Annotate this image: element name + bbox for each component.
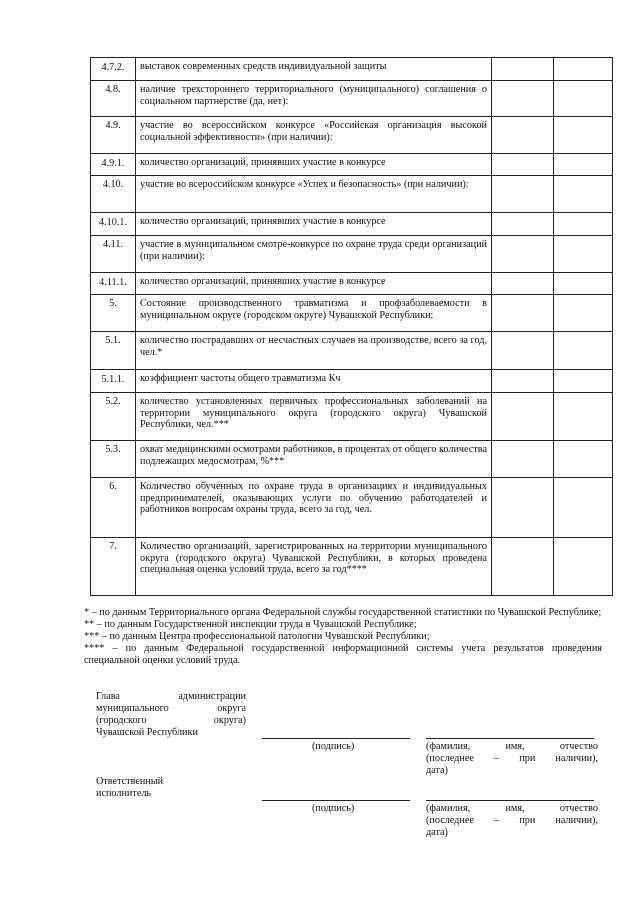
head-title-line: Чувашской Республики [96, 727, 198, 738]
row-text: участие в муниципальном смотре-конкурсе по охране труда среди организаций (при наличии): [136, 236, 492, 273]
row-number: 5.1. [91, 332, 136, 370]
head-fio-caption [426, 741, 598, 777]
footnotes [84, 607, 602, 667]
row-number: 5.2. [91, 393, 136, 441]
row-text: количество организаций, принявших участие в конкурсе [136, 273, 492, 295]
table-row [91, 478, 613, 538]
row-number: 4.9.1. [91, 154, 136, 176]
value-cell [554, 58, 613, 81]
executor-signature-line [262, 800, 410, 801]
value-cell [492, 332, 554, 370]
value-cell [554, 273, 613, 295]
table-row [91, 236, 613, 273]
row-text: количество организаций, принявших участие в конкурсе [136, 154, 492, 176]
fio-line: (фамилия, имя, отчество [426, 741, 598, 752]
table-row [91, 117, 613, 154]
indicators-table [90, 57, 613, 596]
row-text: участие во всероссийском конкурсе «Успех и безопасность» (при наличии): [136, 176, 492, 213]
fio-line: (последнее – при наличии), [426, 815, 598, 826]
row-number: 6. [91, 478, 136, 538]
value-cell [554, 441, 613, 478]
head-signature-line [262, 738, 410, 739]
value-cell [492, 441, 554, 478]
value-cell [492, 236, 554, 273]
row-number: 4.9. [91, 117, 136, 154]
value-cell [554, 478, 613, 538]
value-cell [554, 154, 613, 176]
row-text: количество установленных первичных профессиональных заболеваний на территории муниципального округа (городского округа) Чувашской Республики, чел.*** [136, 393, 492, 441]
row-number: 4.11. [91, 236, 136, 273]
table-row [91, 295, 613, 332]
head-signature-caption: (подпись) [312, 741, 355, 752]
table-row [91, 538, 613, 596]
row-number: 5.1.1. [91, 370, 136, 393]
footnote: **** – по данным Федеральной государственной информационной системы учета результатов проведения специальной оценки условий труда. [84, 643, 602, 666]
value-cell [492, 370, 554, 393]
value-cell [554, 332, 613, 370]
value-cell [492, 273, 554, 295]
row-text: выставок современных средств индивидуальной защиты [136, 58, 492, 81]
fio-line: дата) [426, 827, 448, 838]
executor-title [96, 776, 163, 800]
table-row [91, 441, 613, 478]
executor-fio-caption [426, 803, 598, 839]
value-cell [492, 154, 554, 176]
row-number: 5.3. [91, 441, 136, 478]
row-text: коэффициент частоты общего травматизма Кч [136, 370, 492, 393]
value-cell [492, 176, 554, 213]
table-row [91, 332, 613, 370]
table-row [91, 81, 613, 117]
row-text: Состояние производственного травматизма и профзаболеваемости в муниципальном округе (городском округе) Чувашской Республики: [136, 295, 492, 332]
row-number: 7. [91, 538, 136, 596]
head-title-line: (городского округа) [96, 715, 246, 726]
executor-fio-line [426, 800, 594, 801]
value-cell [492, 117, 554, 154]
value-cell [554, 538, 613, 596]
row-text: Количество организаций, зарегистрированных на территории муниципального округа (городского округа) Чувашской Республики, в которых проведена специальная оценка условий труда, всего за год**** [136, 538, 492, 596]
value-cell [554, 213, 613, 236]
executor-signature-caption: (подпись) [312, 803, 355, 814]
value-cell [492, 81, 554, 117]
row-text: охват медицинскими осмотрами работников, в процентах от общего количества подлежащих медосмотрам, %*** [136, 441, 492, 478]
row-text: участие во всероссийском конкурсе «Российская организация высокой социальной эффективности» (при наличии): [136, 117, 492, 154]
fio-line: (фамилия, имя, отчество [426, 803, 598, 814]
head-title-line: Глава администрации [96, 691, 246, 702]
fio-line: (последнее – при наличии), [426, 753, 598, 764]
table-row [91, 370, 613, 393]
executor-title-line: Ответственный [96, 776, 164, 787]
table-row [91, 154, 613, 176]
row-text: количество пострадавших от несчастных случаев на производстве, всего за год, чел.* [136, 332, 492, 370]
row-number: 4.8. [91, 81, 136, 117]
value-cell [554, 117, 613, 154]
value-cell [492, 538, 554, 596]
value-cell [492, 478, 554, 538]
row-number: 4.10. [91, 176, 136, 213]
footnote: * – по данным Территориального органа Федеральной службы государственной статистики по Чувашской Республике; [84, 607, 602, 618]
row-number: 4.10.1. [91, 213, 136, 236]
value-cell [492, 295, 554, 332]
head-title [96, 691, 246, 739]
table-row [91, 393, 613, 441]
value-cell [554, 236, 613, 273]
head-title-line: муниципального округа [96, 703, 246, 714]
row-text: наличие трехстороннего территориального (муниципального) соглашения о социальном партнерстве (да, нет): [136, 81, 492, 117]
table-row [91, 58, 613, 81]
row-number: 4.11.1. [91, 273, 136, 295]
row-text: количество организаций, принявших участие в конкурсе [136, 213, 492, 236]
value-cell [554, 370, 613, 393]
row-number: 5. [91, 295, 136, 332]
value-cell [492, 213, 554, 236]
table-row [91, 176, 613, 213]
table-row [91, 273, 613, 295]
table-row [91, 213, 613, 236]
value-cell [492, 58, 554, 81]
row-text: Количество обученных по охране труда в организациях и индивидуальных предпринимателей, оказывающих услуги по обучению работодателей и работников вопросам охраны труда, всего за год, чел. [136, 478, 492, 538]
value-cell [554, 176, 613, 213]
executor-title-line: исполнитель [96, 788, 152, 799]
value-cell [554, 295, 613, 332]
value-cell [492, 393, 554, 441]
row-number: 4.7.2. [91, 58, 136, 81]
fio-line: дата) [426, 765, 448, 776]
head-fio-line [426, 738, 594, 739]
footnote: *** – по данным Центра профессиональной патологии Чувашской Республики; [84, 631, 430, 642]
footnote: ** – по данным Государственной инспекции труда в Чувашской Республике; [84, 619, 417, 630]
value-cell [554, 81, 613, 117]
value-cell [554, 393, 613, 441]
